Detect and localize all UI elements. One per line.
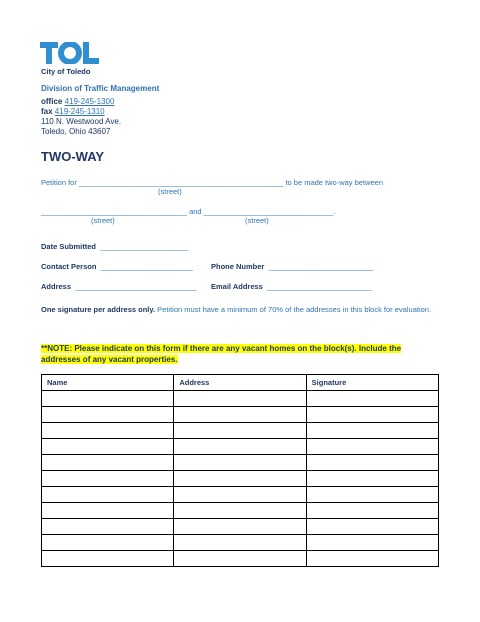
signature-cell[interactable] (306, 471, 438, 487)
address-cell[interactable] (174, 519, 306, 535)
division-name: Division of Traffic Management (41, 84, 160, 93)
vacant-homes-note (41, 343, 441, 365)
name-cell[interactable] (42, 471, 174, 487)
street-blank-1[interactable]: _________________________________________________ (78, 178, 284, 187)
address-field[interactable]: _____________________________ (75, 282, 197, 291)
phone-number-label: Phone Number (211, 262, 265, 271)
signature-cell[interactable] (306, 455, 438, 471)
city-of-toledo-logo (40, 42, 100, 64)
name-cell[interactable] (42, 407, 174, 423)
contact-person-field[interactable]: ______________________ (100, 262, 193, 271)
name-cell[interactable] (42, 487, 174, 503)
signature-cell[interactable] (306, 487, 438, 503)
petition-line-1 (41, 178, 383, 187)
name-cell[interactable] (42, 535, 174, 551)
street-caption-3: (street) (245, 216, 269, 225)
table-row (42, 455, 439, 471)
instructions-bold: One signature per address only. (41, 305, 156, 314)
address-cell[interactable] (174, 439, 306, 455)
address-cell[interactable] (174, 391, 306, 407)
column-header-signature: Signature (306, 375, 438, 391)
table-row (42, 519, 439, 535)
phone-number-row (211, 256, 373, 274)
name-cell[interactable] (42, 519, 174, 535)
office-label: office (41, 97, 63, 106)
signature-cell[interactable] (306, 407, 438, 423)
table-row (42, 551, 439, 567)
name-cell[interactable] (42, 503, 174, 519)
signature-table-body (42, 391, 439, 567)
address-cell[interactable] (174, 455, 306, 471)
email-address-row (211, 276, 372, 294)
address-cell[interactable] (174, 487, 306, 503)
address-cell[interactable] (174, 551, 306, 567)
and-text: and (189, 207, 202, 216)
date-submitted-field[interactable]: _____________________ (100, 242, 189, 251)
petition-suffix: to be made two-way between (285, 178, 383, 187)
signature-instructions (41, 305, 441, 315)
address-cell[interactable] (174, 503, 306, 519)
name-cell[interactable] (42, 455, 174, 471)
office-phone-link[interactable]: 419-245-1300 (64, 97, 115, 106)
email-address-label: Email Address (211, 282, 263, 291)
address-cell[interactable] (174, 471, 306, 487)
signature-cell[interactable] (306, 423, 438, 439)
fax-phone-link[interactable]: 419-245-1310 (54, 107, 105, 116)
address-cell[interactable] (174, 535, 306, 551)
fax-line (41, 107, 105, 116)
street-caption-2: (street) (91, 216, 115, 225)
date-submitted-label: Date Submitted (41, 242, 97, 251)
address-cell[interactable] (174, 423, 306, 439)
table-row (42, 535, 439, 551)
address-row (41, 276, 196, 294)
street-blank-3[interactable]: _______________________________. (203, 207, 336, 216)
name-cell[interactable] (42, 551, 174, 567)
name-cell[interactable] (42, 423, 174, 439)
table-row (42, 471, 439, 487)
signature-cell[interactable] (306, 439, 438, 455)
address-label: Address (41, 282, 72, 291)
column-header-address: Address (174, 375, 306, 391)
signature-cell[interactable] (306, 535, 438, 551)
note-text: **NOTE: Please indicate on this form if there are any vacant homes on the block(s). Include the addresses of any vacant properties. (41, 344, 402, 364)
date-submitted-row (41, 236, 188, 254)
table-row (42, 423, 439, 439)
signature-cell[interactable] (306, 519, 438, 535)
table-row (42, 503, 439, 519)
office-line (41, 97, 114, 106)
signature-table (41, 374, 439, 567)
phone-number-field[interactable]: _________________________ (268, 262, 374, 271)
column-header-name: Name (42, 375, 174, 391)
address-cell[interactable] (174, 407, 306, 423)
table-row (42, 439, 439, 455)
contact-person-row (41, 256, 193, 274)
signature-cell[interactable] (306, 391, 438, 407)
table-row (42, 407, 439, 423)
street-blank-2[interactable]: ___________________________________ (41, 207, 187, 216)
table-row (42, 487, 439, 503)
org-name: City of Toledo (41, 67, 91, 76)
table-header-row (42, 375, 439, 391)
page-title: TWO-WAY (41, 149, 105, 164)
fax-label: fax (41, 107, 53, 116)
contact-person-label: Contact Person (41, 262, 97, 271)
petition-line-2 (41, 207, 335, 216)
signature-cell[interactable] (306, 551, 438, 567)
address-line-1: 110 N. Westwood Ave. (41, 117, 122, 126)
instructions-rest: Petition must have a minimum of 70% of the addresses in this block for evaluation. (155, 305, 432, 314)
table-row (42, 391, 439, 407)
address-line-2: Toledo, Ohio 43607 (41, 127, 111, 136)
name-cell[interactable] (42, 391, 174, 407)
email-address-field[interactable]: _________________________ (267, 282, 372, 291)
petition-prefix: Petition for (41, 178, 77, 187)
signature-cell[interactable] (306, 503, 438, 519)
name-cell[interactable] (42, 439, 174, 455)
street-caption-1: (street) (158, 187, 182, 196)
